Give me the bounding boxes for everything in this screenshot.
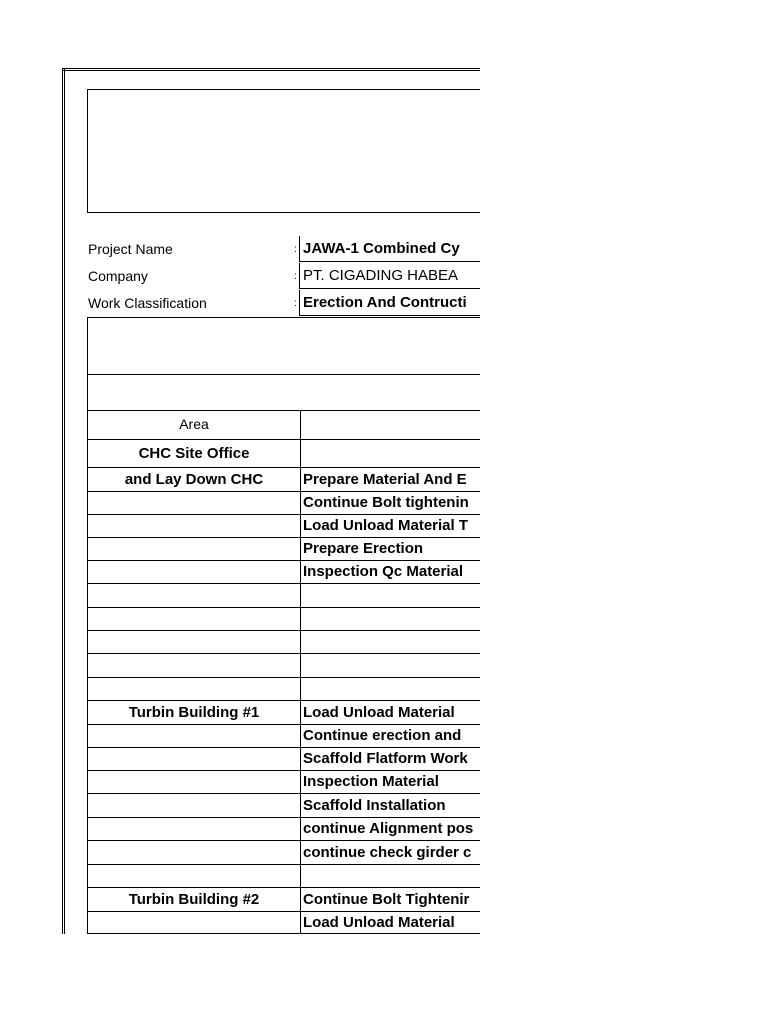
table-row: [87, 631, 480, 654]
table-row: [87, 584, 480, 608]
activity-cell: [301, 440, 480, 467]
subtitle-box: [87, 374, 480, 411]
activity-cell: Inspection Material: [303, 773, 439, 790]
table-row: [87, 865, 480, 888]
area-cell: [88, 584, 301, 607]
table-row: [87, 725, 480, 748]
company-label: Company: [88, 268, 148, 284]
activity-cell: Prepare Material And E: [303, 471, 467, 488]
area-header: Area: [88, 410, 301, 439]
activity-header: [301, 410, 480, 439]
area-cell: [88, 818, 301, 840]
table-row: [87, 654, 480, 678]
area-cell: [88, 678, 301, 700]
activity-table: [87, 410, 480, 934]
page-frame-top: [62, 68, 480, 71]
table-row: [87, 888, 480, 912]
table-row: [87, 678, 480, 701]
area-cell: [88, 515, 301, 537]
area-cell: [88, 771, 301, 793]
area-cell: [88, 841, 301, 864]
title-box: [87, 317, 480, 375]
table-row: [87, 608, 480, 631]
table-row: [87, 561, 480, 584]
activity-cell: Continue erection and: [303, 727, 462, 744]
area-cell: [88, 748, 301, 770]
header-box: [87, 89, 480, 213]
project-name-colon: :: [294, 244, 297, 255]
area-cell: and Lay Down CHC: [88, 468, 301, 491]
activity-cell: Scaffold Installation: [303, 797, 446, 814]
activity-cell: [301, 584, 480, 607]
table-row: [87, 912, 480, 934]
activity-cell: Load Unload Material T: [303, 517, 469, 534]
table-row: [87, 771, 480, 794]
area-cell: [88, 725, 301, 747]
activity-cell: continue Alignment pos: [303, 820, 474, 837]
activity-cell: Load Unload Material: [303, 914, 455, 931]
work-classification-label: Work Classification: [88, 295, 207, 311]
table-row: [87, 701, 480, 725]
activity-cell: Continue Bolt tightenin: [303, 494, 469, 511]
project-name-label: Project Name: [88, 241, 173, 257]
activity-cell: [301, 608, 480, 630]
table-header-row: [87, 410, 480, 440]
work-classification-value: Erection And Contructi: [299, 290, 480, 316]
area-cell: [88, 654, 301, 677]
activity-cell: [301, 678, 480, 700]
activity-cell: continue check girder c: [303, 844, 472, 861]
work-classification-colon: :: [294, 298, 297, 309]
table-row: [87, 515, 480, 538]
table-row: [87, 440, 480, 468]
area-cell: Turbin Building #1: [88, 701, 301, 724]
area-cell: [88, 794, 301, 817]
activity-cell: [301, 654, 480, 677]
table-row: [87, 468, 480, 492]
activity-cell: Inspection Qc Material: [303, 563, 464, 580]
activity-cell: Scaffold Flatform Work: [303, 750, 468, 767]
activity-cell: [301, 865, 480, 887]
activity-cell: Prepare Erection: [303, 540, 424, 557]
area-cell: [88, 492, 301, 514]
activity-cell: Continue Bolt Tightenir: [303, 891, 470, 908]
company-value: PT. CIGADING HABEA: [299, 263, 480, 289]
activity-cell: Load Unload Material: [303, 704, 455, 721]
company-colon: :: [294, 271, 297, 282]
activity-cell: [301, 631, 480, 653]
area-cell: [88, 538, 301, 560]
table-row: [87, 492, 480, 515]
area-cell: [88, 608, 301, 630]
area-cell: [88, 561, 301, 583]
area-cell: Turbin Building #2: [88, 888, 301, 911]
table-row: [87, 841, 480, 865]
area-cell: [88, 912, 301, 933]
area-cell: [88, 631, 301, 653]
table-row: [87, 748, 480, 771]
table-row: [87, 538, 480, 561]
area-cell: [88, 865, 301, 887]
table-row: [87, 818, 480, 841]
project-name-value: JAWA-1 Combined Cy: [299, 236, 480, 262]
table-row: [87, 794, 480, 818]
area-cell: CHC Site Office: [88, 440, 301, 467]
page-frame-left: [62, 68, 65, 934]
